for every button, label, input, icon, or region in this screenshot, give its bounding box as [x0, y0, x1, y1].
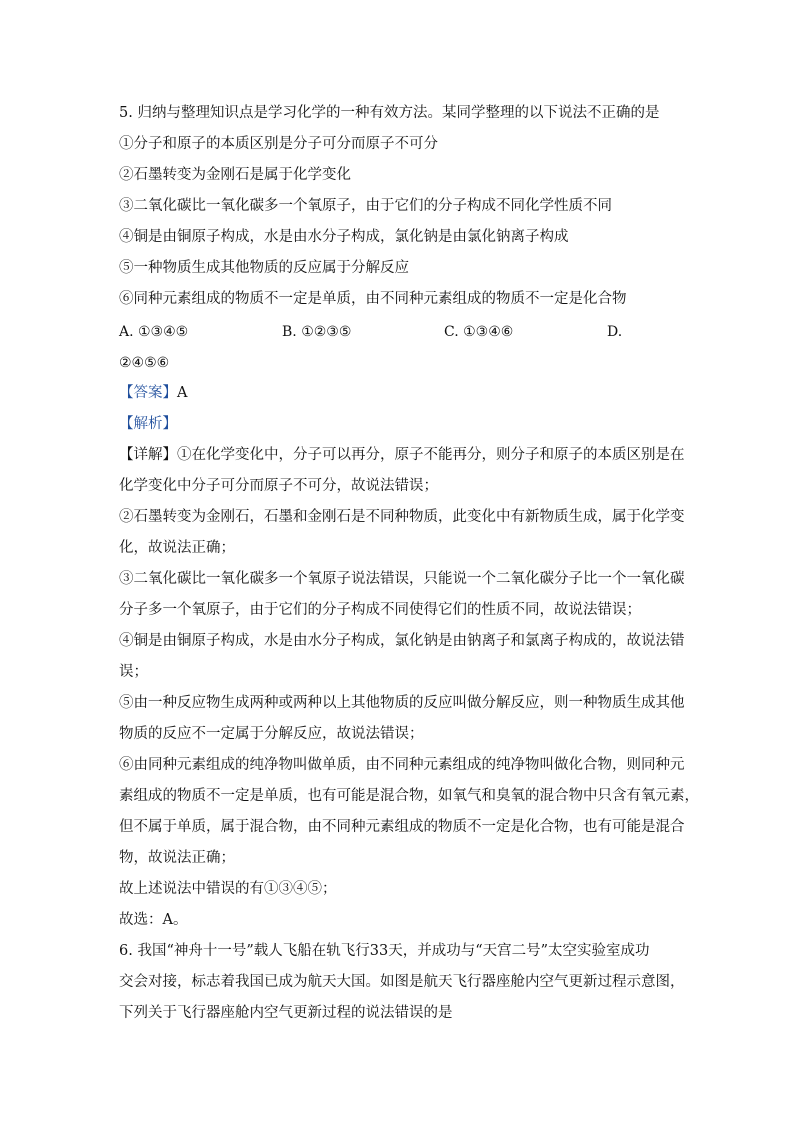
explanation-line-3: ②石墨转变为金刚石，石墨和金刚石是不同种物质，此变化中有新物质生成，属于化学变: [119, 509, 685, 525]
answer-tag: 【答案】: [119, 385, 177, 401]
explanation-line-14: 物，故说法正确；: [119, 850, 235, 866]
question-6-line-3: 下列关于飞行器座舱内空气更新过程的说法错误的是: [119, 1005, 453, 1021]
explanation-line-12: 素组成的物质不一定是单质，也有可能是混合物，如氧气和臭氧的混合物中只含有氧元素，: [119, 788, 699, 804]
explanation-line-6: 分子多一个氧原子，由于它们的分子构成不同使得它们的性质不同，故说法错误；: [119, 602, 641, 618]
explanation-line-11: ⑥由同种元素组成的纯净物叫做单质，由不同种元素组成的纯净物叫做化合物，则同种元: [119, 757, 685, 773]
analysis-tag: [119, 414, 177, 434]
question-6-line-2: 交会对接，标志着我国已成为航天大国。如图是航天飞行器座舱内空气更新过程示意图，: [119, 974, 685, 990]
explanation-line-1: [119, 445, 685, 465]
option-a: A. ①③④⑤: [119, 324, 189, 340]
answer-line: [119, 383, 187, 403]
option-b: B. ①②③⑤: [282, 324, 352, 340]
explanation-line-15: 故上述说法中错误的有①③④⑤；: [119, 881, 337, 897]
option-d-label: D.: [607, 324, 623, 340]
statement-1: ①分子和原子的本质区别是分子可分而原子不可分: [119, 136, 438, 152]
question-6-line-1: 6. 我国“神舟十一号”载人飞船在轨飞行33天，并成功与“天宫二号”太空实验室成功: [119, 943, 650, 959]
answer-value: A: [177, 385, 188, 401]
question-5-stem: 5. 归纳与整理知识点是学习化学的一种有效方法。某同学整理的以下说法不正确的是: [119, 105, 660, 121]
option-d-value: ②④⑤⑥: [119, 355, 170, 371]
explanation-line-5: ③二氧化碳比一氧化碳多一个氧原子说法错误，只能说一个二氧化碳分子比一个一氧化碳: [119, 571, 685, 587]
statement-6: ⑥同种元素组成的物质不一定是单质，由不同种元素组成的物质不一定是化合物: [119, 291, 627, 307]
statement-3: ③二氧化碳比一氧化碳多一个氧原子，由于它们的分子构成不同化学性质不同: [119, 198, 612, 214]
explanation-line-2: 化学变化中分子可分而原子不可分，故说法错误；: [119, 478, 438, 494]
detail-tag: 【详解】: [119, 447, 177, 463]
explanation-line-4: 化，故说法正确；: [119, 540, 235, 556]
statement-5: ⑤一种物质生成其他物质的反应属于分解反应: [119, 260, 409, 276]
explanation-line-8: 误；: [119, 664, 148, 680]
option-c: C. ①③④⑥: [444, 324, 514, 340]
statement-4: ④铜是由铜原子构成，水是由水分子构成，氯化钠是由氯化钠离子构成: [119, 229, 569, 245]
explanation-line-13: 但不属于单质，属于混合物，由不同种元素组成的物质不一定是化合物，也有可能是混合: [119, 819, 685, 835]
explanation-line-9: ⑤由一种反应物生成两种或两种以上其他物质的反应叫做分解反应，则一种物质生成其他: [119, 695, 685, 711]
explanation-line-10: 物质的反应不一定属于分解反应，故说法错误；: [119, 726, 424, 742]
analysis-label: 【解析】: [119, 416, 177, 432]
explanation-text-1: ①在化学变化中，分子可以再分，原子不能再分，则分子和原子的本质区别是在: [177, 447, 685, 463]
explanation-line-16: 故选：A。: [119, 912, 188, 928]
statement-2: ②石墨转变为金刚石是属于化学变化: [119, 167, 351, 183]
explanation-line-7: ④铜是由铜原子构成，水是由水分子构成，氯化钠是由钠离子和氯离子构成的，故说法错: [119, 633, 685, 649]
